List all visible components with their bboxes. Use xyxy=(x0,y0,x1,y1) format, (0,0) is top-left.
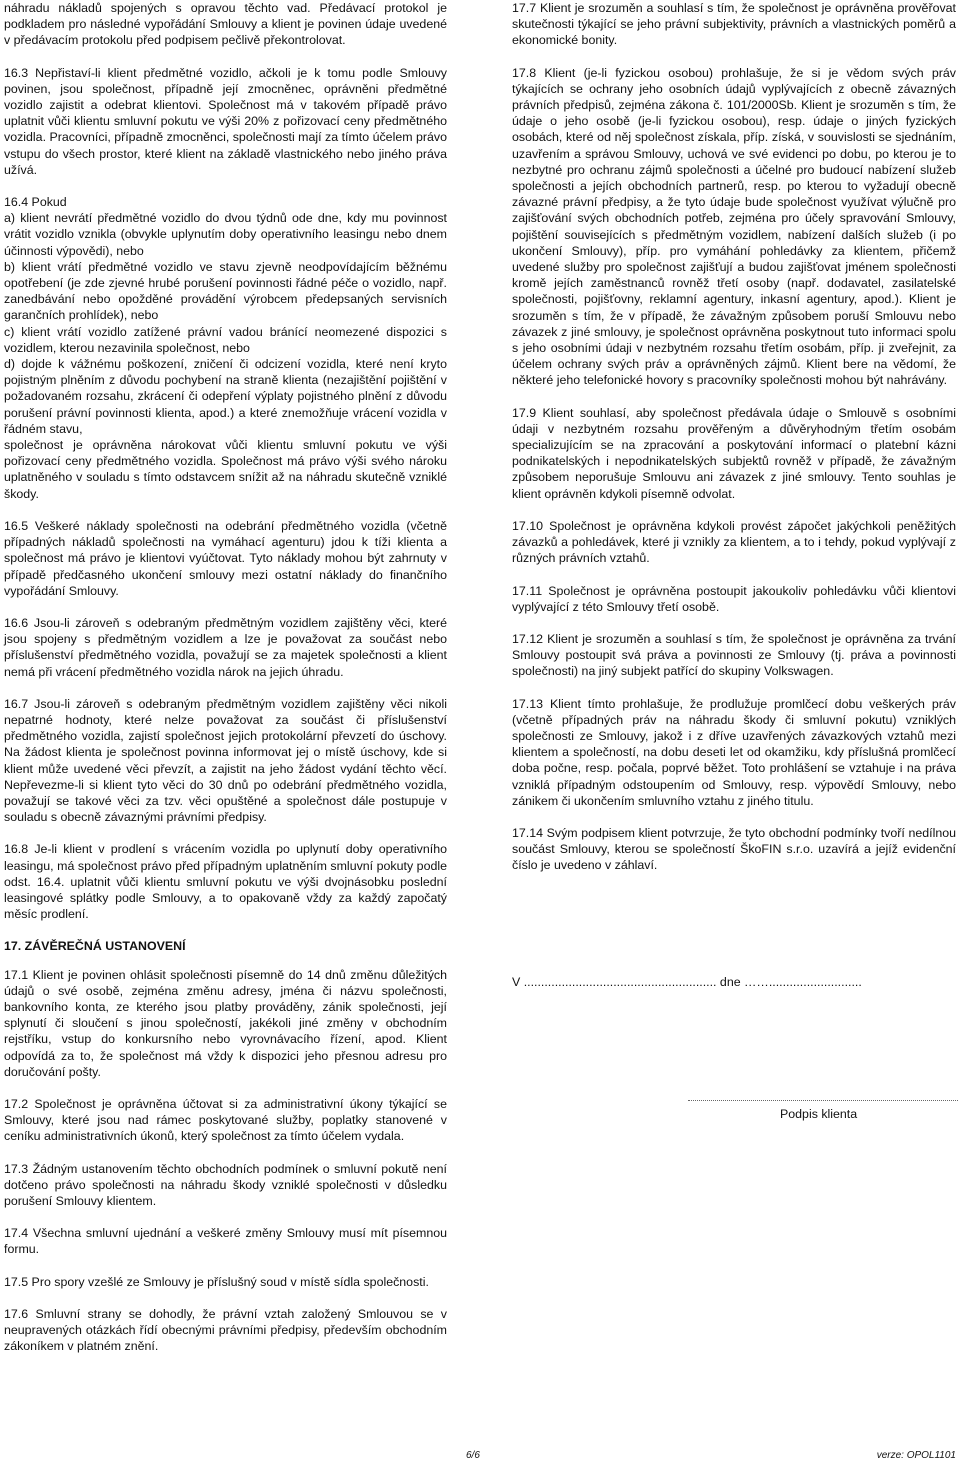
left-column xyxy=(4,0,447,1370)
paragraph-17-7: 17.7 Klient je srozuměn a souhlasí s tím, že společnost je oprávněna prověřovat skutečnosti týkající se jeho právní subjektivity, právních a vlastnických poměrů a ekonomické bonity. xyxy=(512,1,956,48)
paragraph-17-4: 17.4 Všechna smluvní ujednání a veškeré změny Smlouvy musí mít písemnou formu. xyxy=(4,1226,447,1257)
signature-label: Podpis klienta xyxy=(780,1107,858,1121)
paragraph-16-4-b: b) klient vrátí předmětné vozidlo ve stavu zjevně neodpovídajícím běžnému opotřebení (je zde zjevné hrubé porušení povinnosti řádné péče o vozidlo, např. zanedbávání nebo opožděné provádění výrobcem předepsaných servisních garančních prohlídek), nebo xyxy=(4,259,447,323)
paragraph-16-2-continuation: náhradu nákladů spojených s opravou těchto vad. Předávací protokol je podkladem pro následné vypořádání Smlouvy a klient je povinen údaje uvedené v předávacím protokolu před podpisem pečlivě překontrolovat. xyxy=(4,1,447,48)
paragraph-16-4-d: d) dojde k vážnému poškození, zničení či odcizení vozidla, které není kryto pojistným plněním z důvodu pochybení na straně klienta (nezajištění pojištění v požadovaném rozsahu, zkrácení či odepření výplaty pojistného plnění z důvodu porušení právní povinnosti klienta, apod.) a které znemožňuje vrácení vozidla v řádném stavu, xyxy=(4,357,447,436)
paragraph-16-4-intro: 16.4 Pokud xyxy=(4,195,67,210)
paragraph-17-13: 17.13 Klient tímto prohlašuje, že prodlužuje promlčecí dobu veškerých práv (včetně případných práv na náhradu škody či smluvní pokutu) vzniklých společnosti ze Smlouvy, jakož i z dříve uzavřených závazkových vztahů mezi klientem a společností, na dobu deseti let od okamžiku, kdy příslušná promlčecí doba počne, resp. počala, poprvé běžet. Toto prohlášení se vztahuje i na práva vzniklá případným odstoupením od Smlouvy, resp. výpovědí Smlouvy, nebo zánikem či ukončením smluvního vztahu z jiného titulu. xyxy=(512,696,956,808)
paragraph-16-4-conclusion: společnost je oprávněna nárokovat vůči klientu smluvní pokutu ve výši pořizovací ceny předmětného vozidla. Společnost má právo výši svého nároku uplatněného v souladu s tímto odstavcem snížit až na náhradu skutečně vzniklé škody. xyxy=(4,438,447,501)
paragraph-16-7: 16.7 Jsou-li zároveň s odebraným předmětným vozidlem zajištěny věci nikoli nepatrné hodnoty, které nelze považovat za součást či příslušenství předmětného vozidla, zajistí společnost jejich protokolární převzetí do úschovy. Na žádost klienta je společnost povinna informovat jej o místě úschovy, kde si klient může uvedené věci převzít, a zajistit na jeho žádost vydání těchto věcí. Nepřevezme-li si klient tyto věci do 30 dnů po odebrání předmětného vozidla, považují se takové věci za tzv. věci opuštěné a společnost dále postupuje v souladu s obecně závaznými právními předpisy. xyxy=(4,696,447,825)
paragraph-17-8: 17.8 Klient (je-li fyzickou osobou) prohlašuje, že si je vědom svých práv týkajících se ochrany jeho osobních údajů vyplývajících z obecně závazných právních předpisů, zejména zákona č. 101/2000Sb. Klient je srozuměn s tím, že údaje o jeho osobě (je-li fyzickou osobou), resp. údaje o jiných fyzických osobách, které od něj společnost získala, příp. získá, v souvislosti se sjednáním, uzavřením a správou Smlouvy, uchová ve své evidenci po dobu, po kterou je to nezbytné pro ochranu zájmů společnosti a účelné pro budoucí nabízení služeb společnosti a jejích obchodních partnerů, resp. po kterou to vyžadují obecně závazné právní předpisy, a že tyto údaje bude společnost využívat výlučně pro zajišťování svých obchodních potřeb, zejména pro účely spravování Smlouvy, pojištění souvisejících s předmětným vozidlem, nabízení dalších služeb (i po ukončení Smlouvy), příp. pro vymáhání pohledávky za klientem, přičemž uvedené služby pro společnost zajišťují a budou zajišťovat jménem společnosti kromě jejích zaměstnanců rovněž třetí osoby (např. dodavatel, zasilatelské společnosti, pojišťovny, reklamní agentury, inkasní agentury, apod.). Klient je srozuměn s tím, že v případě, že závažným způsobem poruší Smlouvu nebo závazek z jiné smlouvy, je společnost oprávněna poskytnout tuto informaci spolu s jeho osobními údaji v nezbytném rozsahu třetím osobám, příp. ji zveřejnit, za účelem ochrany svých práv a oprávněných zájmů. Klient bere na vědomí, že některé jeho telefonické hovory s pracovníky společnosti mohou být nahrávány. xyxy=(512,65,956,388)
paragraph-16-5: 16.5 Veškeré náklady společnosti na odebrání předmětného vozidla (včetně případných nákladů společnosti na vymáhací agenturu) jdou k tíži klienta a společnost má právo je klientovi vyúčtovat. Tyto náklady mohou být zahrnuty v případě předčasného ukončení smlouvy mezi ostatní náklady do finančního vypořádání Smlouvy. xyxy=(4,518,447,598)
paragraph-16-3: 16.3 Nepřistaví-li klient předmětné vozidlo, ačkoli je k tomu podle Smlouvy povinen, jsou společnost, případně její zmocněnec, oprávněni předmětné vozidlo zajistit a odebrat klientovi. Společnost má v takovém případě právo uplatnit vůči klientu smluvní pokutu ve výši 20% z pořizovací ceny předmětného vozidla. Pracovníci, případně zmocněnci, společnosti mají za tímto účelem právo vstupu do všech prostor, které klient na základě vlastnického nebo jiného práva užívá. xyxy=(4,65,447,177)
page-number: 6/6 xyxy=(466,1450,480,1461)
paragraph-16-4-a: a) klient nevrátí předmětné vozidlo do dvou týdnů ode dne, kdy mu povinnost vrátit vozidlo vznikla (obvykle uplynutím doby operativního leasingu nebo dnem účinnosti výpovědi), nebo xyxy=(4,211,447,258)
signature-place-date: V ........................................................ dne ……........................... xyxy=(512,975,862,989)
paragraph-16-8: 16.8 Je-li klient v prodlení s vrácením vozidla po uplynutí doby operativního leasingu, má společnost právo před případným uplatněním smluvní pokuty podle odst. 16.4. uplatnit vůči klientu smluvní pokutu ve výši dvojnásobku poslední leasingové splátky podle Smlouvy, a to opakovaně vždy za každý započatý měsíc prodlení. xyxy=(4,842,447,922)
signature-line xyxy=(688,1100,958,1101)
section-heading-17: 17. ZÁVĚREČNÁ USTANOVENÍ xyxy=(4,939,186,954)
paragraph-17-6: 17.6 Smluvní strany se dohodly, že právní vztah založený Smlouvou se v neupravených otázkách řídí obecnými právními předpisy, především obchodním zákoníkem v platném znění. xyxy=(4,1306,447,1354)
paragraph-17-5: 17.5 Pro spory vzešlé ze Smlouvy je příslušný soud v místě sídla společnosti. xyxy=(4,1274,429,1289)
paragraph-17-9: 17.9 Klient souhlasí, aby společnost předávala údaje o Smlouvě s osobními údaji v nezbytném rozsahu prověřeným a důvěryhodným třetím osobám specializujícím se na zpracování a poskytování informací o platební kázni podnikatelských i nepodnikatelských subjektů rovněž v případě, že závažným způsobem neporušuje Smlouvu ani závazek z jiné smlouvy. Tento souhlas je klient oprávněn kdykoli písemně odvolat. xyxy=(512,405,956,501)
paragraph-17-11: 17.11 Společnost je oprávněna postoupit jakoukoliv pohledávku vůči klientovi vyplývající z této Smlouvy třetí osobě. xyxy=(512,583,956,614)
paragraph-17-1: 17.1 Klient je povinen ohlásit společnosti písemně do 14 dnů změnu důležitých údajů o své osobě, zejména změnu adresy, jména či názvu společnosti, bankovního konta, ze kterého jsou platby prováděny, zánik společnosti, její splynutí či sloučení s jinou společností, jakékoli jiné změny v obchodním rejstříku, vstup do konkursního nebo vyrovnávacího řízení, apod. Klient odpovídá za to, že společnost má vždy k dispozici jeho přesnou adresu pro doručování pošty. xyxy=(4,967,447,1079)
paragraph-17-2: 17.2 Společnost je oprávněna účtovat si za administrativní úkony týkající se Smlouvy, které jsou nad rámec poskytované služby, poplatky stanovené v ceníku administrativních úkonů, který společnost za tímto účelem vydala. xyxy=(4,1096,447,1144)
paragraph-16-6: 16.6 Jsou-li zároveň s odebraným předmětným vozidlem zajištěny věci, které jsou spojeny s předmětným vozidlem a lze je považovat za součást nebo příslušenství předmětného vozidla, považují se za majetek společnosti a klient nemá při vrácení předmětného vozidla nárok na jejich úhradu. xyxy=(4,615,447,679)
paragraph-17-14: 17.14 Svým podpisem klient potvrzuje, že tyto obchodní podmínky tvoří nedílnou součást Smlouvy, kterou se společností ŠkoFIN s.r.o. uzavírá a jejíž evidenční číslo je uvedeno v záhlaví. xyxy=(512,825,956,873)
paragraph-17-3: 17.3 Žádným ustanovením těchto obchodních podmínek o smluvní pokutě není dotčeno právo společnosti na náhradu škody vzniklé společnosti v důsledku porušení Smlouvy klientem. xyxy=(4,1161,447,1208)
paragraph-17-10: 17.10 Společnost je oprávněna kdykoli provést zápočet jakýchkoli peněžitých závazků a pohledávek, které ji vznikly za klientem, a to i tehdy, pokud vyplývají z různých právních vztahů. xyxy=(512,518,956,566)
document-version: verze: OPOL1101 xyxy=(876,1450,956,1461)
paragraph-16-4-c: c) klient vrátí vozidlo zatížené právní vadou bránící neomezené dispozici s vozidlem, kterou nezavinila společnost, nebo xyxy=(4,324,447,355)
paragraph-17-12: 17.12 Klient je srozuměn a souhlasí s tím, že společnost je oprávněna za trvání Smlouvy postoupit svá práva a povinnosti ze Smlouvy (tj. práva a povinnosti společnosti) na jiný subjekt patřící do skupiny Volkswagen. xyxy=(512,631,956,679)
right-column xyxy=(512,0,956,890)
